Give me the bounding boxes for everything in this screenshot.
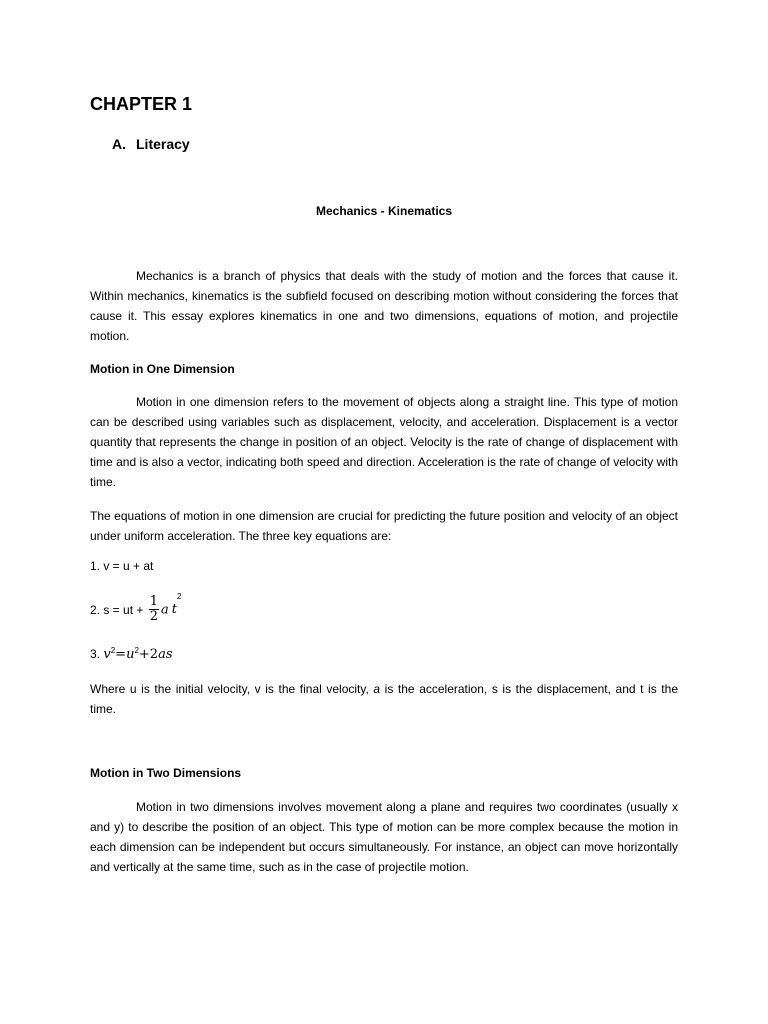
heading-two-dimensions: Motion in Two Dimensions [90, 766, 242, 780]
section-number: A. [112, 136, 126, 152]
heading-one-dimension: Motion in One Dimension [90, 362, 235, 376]
where-text-after: is the acceleration, s is the displacement, and t is the time. [90, 682, 678, 716]
where-text-before: Where u is the initial velocity, v is the final velocity, [90, 682, 374, 696]
two-d-paragraph: Motion in two dimensions involves movement along a plane and requires two coordinates (usually x and y) to describe the position of an object. This type of motion can be more complex because the motion in each dimension can be independent but occurs simultaneously. For instance, an object can move horizontally and vertically at the same time, such as in the case of projectile motion. [90, 800, 678, 874]
section-title: Literacy [136, 136, 190, 152]
fraction-numerator: 1 [149, 594, 158, 610]
essay-title: Mechanics - Kinematics [315, 204, 453, 218]
equation-3 [90, 646, 173, 662]
section-heading [112, 136, 190, 152]
equation-3-v-exponent: 2 [110, 646, 116, 655]
fraction-denominator: 2 [149, 609, 158, 625]
equation-2-exponent: 2 [177, 592, 182, 601]
equation-2-t: t [171, 602, 177, 618]
equation-3-prefix: 3. [90, 647, 101, 661]
chapter-title: CHAPTER 1 [90, 94, 193, 114]
equation-3-v: v [103, 647, 111, 662]
intro-paragraph: Mechanics is a branch of physics that deals with the study of motion and the forces that cause it. Within mechanics, kinematics is the subfield focused on describing motion without considering the forces that cause it. This essay explores kinematics in one and two dimensions, equations of motion, and projectile motion. [90, 269, 678, 343]
equation-2 [90, 592, 181, 624]
equation-3-plus-two: +2 [138, 647, 159, 662]
fraction-one-half [149, 595, 159, 624]
equation-2-a: a [161, 602, 169, 618]
where-acceleration-symbol: a [373, 682, 381, 696]
equation-1: 1. v = u + at [90, 559, 154, 573]
equation-3-u: u [126, 647, 135, 662]
equations-intro-paragraph: The equations of motion in one dimension are crucial for predicting the future position and velocity of an object under uniform acceleration. The three key equations are: [90, 509, 678, 543]
equation-3-equals: = [115, 647, 127, 662]
equation-3-as: as [158, 647, 173, 662]
equation-3-u-exponent: 2 [134, 646, 139, 655]
equation-2-prefix: 2. s = ut + [90, 602, 144, 617]
where-paragraph [90, 679, 678, 719]
one-d-paragraph: Motion in one dimension refers to the movement of objects along a straight line. This type of motion can be described using variables such as displacement, velocity, and acceleration. Displacement is a vector quantity that represents the change in position of an object. Velocity is the rate of change of displacement with time and is also a vector, indicating both speed and direction. Acceleration is the rate of change of velocity with time. [90, 395, 678, 489]
